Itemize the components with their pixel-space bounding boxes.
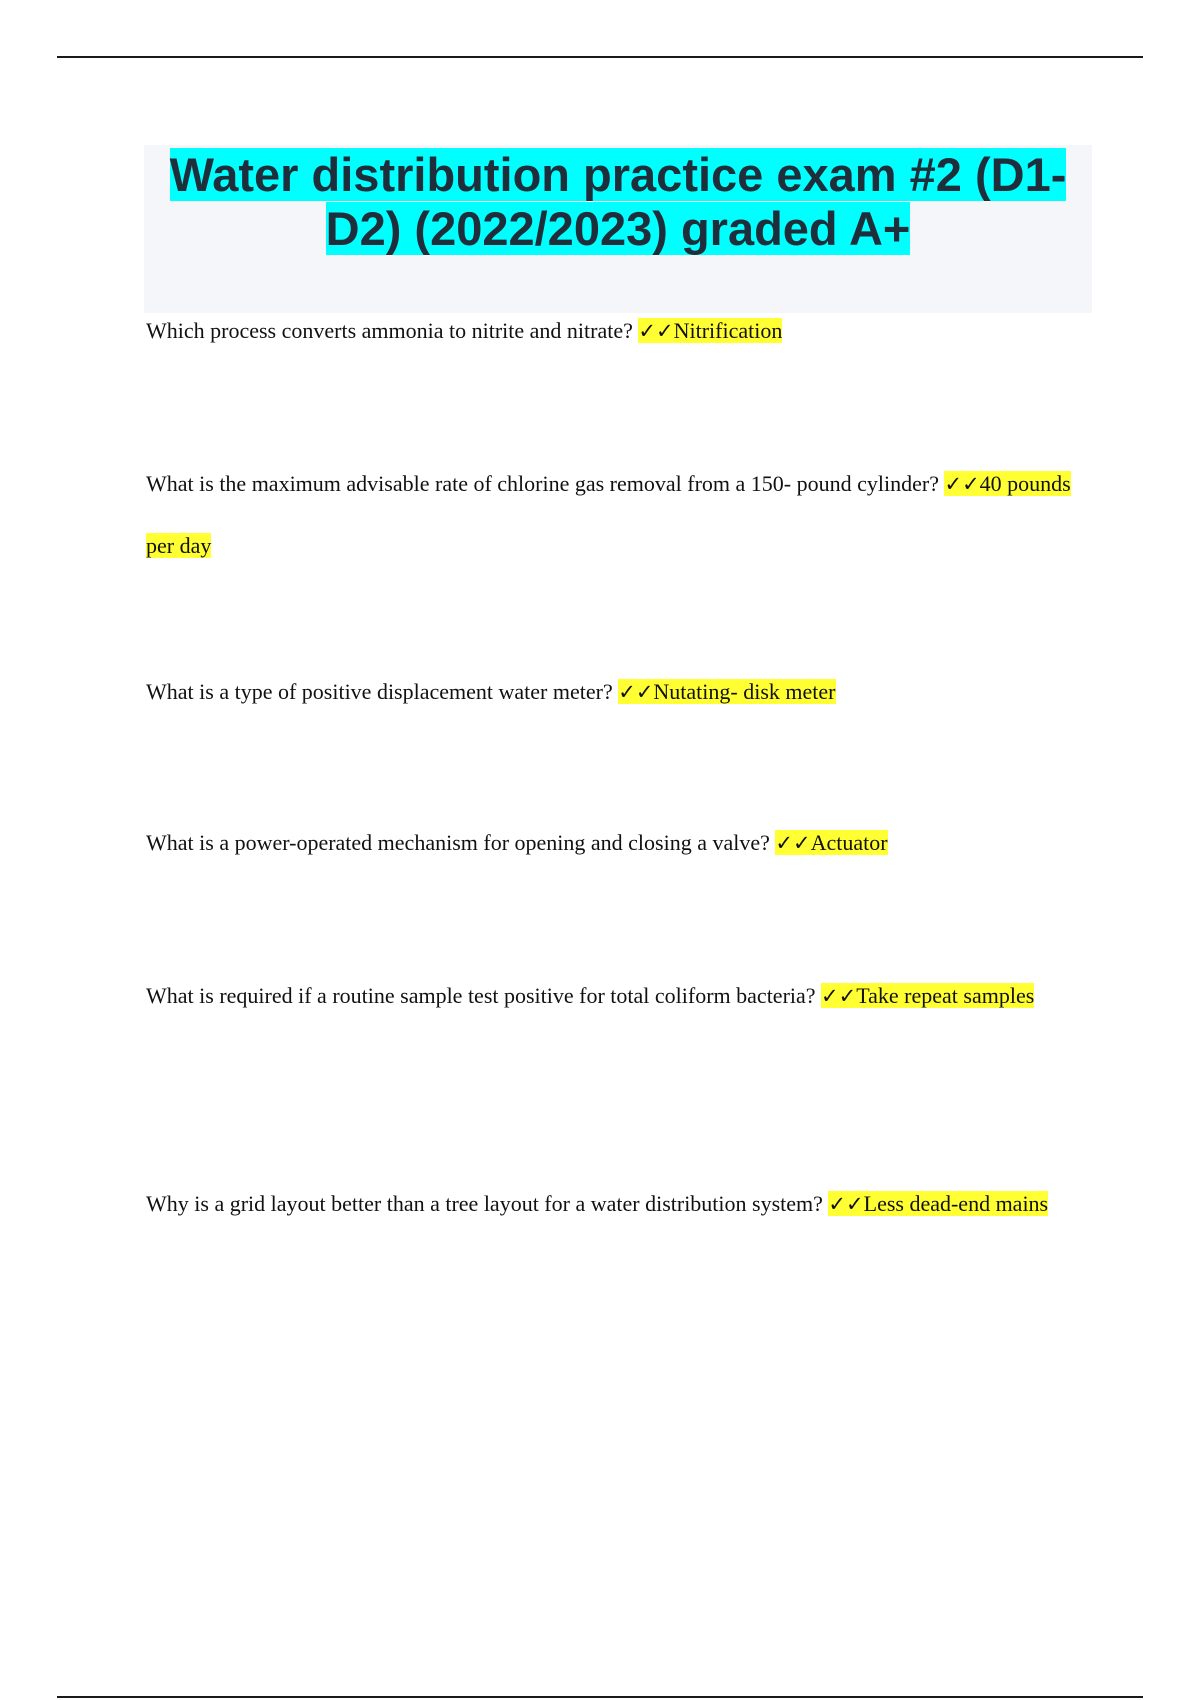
question-2: What is the maximum advisable rate of chlorine gas removal from a 150- pound cylinder?	[146, 471, 939, 496]
bottom-rule	[57, 1696, 1143, 1698]
question-1: Which process converts ammonia to nitrite and nitrate?	[146, 318, 633, 343]
top-rule	[57, 56, 1143, 58]
qa-item-6	[146, 1173, 1086, 1235]
check-mark-icon: ✓✓	[821, 984, 857, 1008]
title-highlight: Water distribution practice exam #2 (D1-D2) (2022/2023) graded A+	[169, 148, 1067, 255]
check-mark-icon: ✓✓	[775, 831, 811, 855]
answer-6: ✓✓Less dead-end mains	[828, 1191, 1049, 1216]
answer-4: ✓✓Actuator	[775, 830, 888, 855]
check-mark-icon: ✓✓	[828, 1192, 864, 1216]
answer-2: ✓✓40 pounds per day	[146, 471, 1071, 558]
question-4: What is a power-operated mechanism for opening and closing a valve?	[146, 830, 770, 855]
check-mark-icon: ✓✓	[638, 319, 674, 343]
answer-5: ✓✓Take repeat samples	[821, 983, 1035, 1008]
check-mark-icon: ✓✓	[944, 472, 980, 496]
check-mark-icon: ✓✓	[618, 680, 654, 704]
answer-3: ✓✓Nutating- disk meter	[618, 679, 836, 704]
qa-item-2	[146, 453, 1091, 576]
question-6: Why is a grid layout better than a tree layout for a water distribution system?	[146, 1191, 823, 1216]
answer-1: ✓✓Nitrification	[638, 318, 783, 343]
qa-item-3	[146, 661, 1106, 723]
document-title	[144, 148, 1092, 256]
question-3: What is a type of positive displacement water meter?	[146, 679, 613, 704]
question-5: What is required if a routine sample test positive for total coliform bacteria?	[146, 983, 816, 1008]
qa-item-4	[146, 812, 1106, 874]
qa-item-1	[146, 300, 1106, 362]
qa-item-5	[146, 965, 1066, 1027]
